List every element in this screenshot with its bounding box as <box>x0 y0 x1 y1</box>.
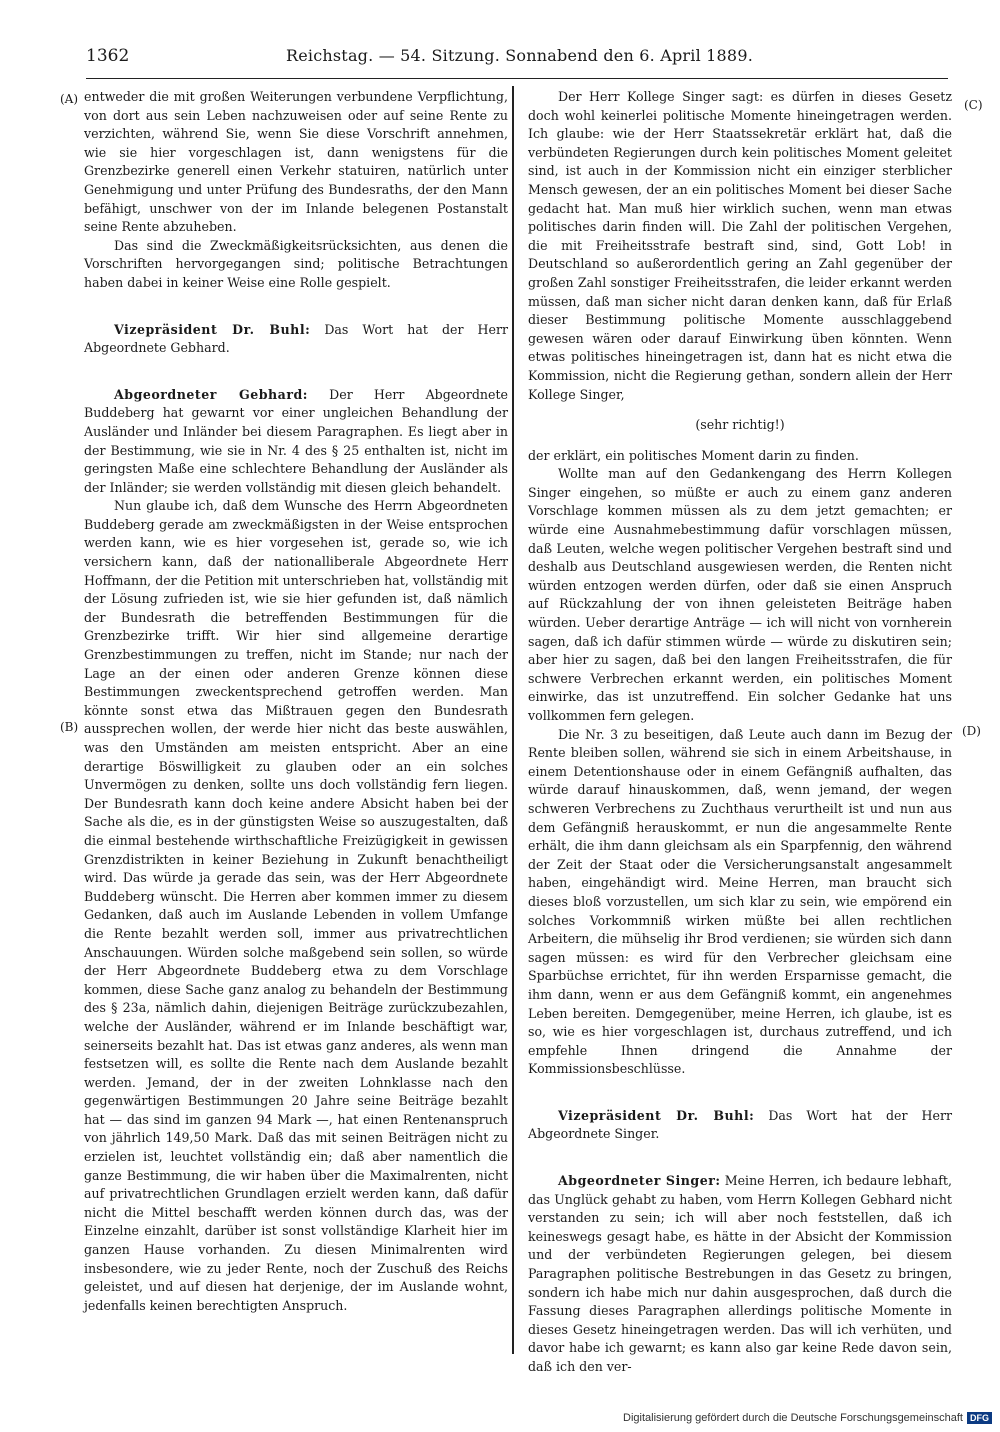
speaker-paragraph <box>84 386 508 498</box>
speaker-paragraph <box>528 1107 952 1144</box>
paragraph: Das sind die Zweckmäßigkeitsrücksichten, aus denen die Vorschriften hervorgegangen sind; politische Betrachtungen haben dabei in keiner Weise eine Rolle gespielt. <box>84 237 508 290</box>
page-number: 1362 <box>86 46 130 66</box>
running-title: Reichstag. — 54. Sitzung. Sonnabend den 6. April 1889. <box>286 46 753 65</box>
paragraph: Der Herr Kollege Singer sagt: es dürfen in dieses Gesetz doch wohl keinerlei politische Momente hineingetragen werden. Ich glaube: wie der Herr Staatssekretär erklärt hat, daß die verbündeten Regierungen durch kein politisches Moment geleitet sind, ist auch in der Kommission nicht ein einziger sterblicher Mensch gewesen, der an ein politisches Moment bei dieser Sache gedacht hat. Man muß hier wirklich suchen, wenn man etwas politisches darin finden will. Die Zahl der politischen Vergehen, die mit Freiheitsstrafe bestraft sind, sind, Gott Lob! in Deutschland so außerordentlich gering an Zahl gegenüber der großen Zahl sonstiger Freiheitsstrafen, die leider erkannt werden müssen, daß man sicher nicht daran denken kann, daß für Erlaß dieser Bestimmung politische Momente ausschlaggebend gewesen wären oder darauf Einwirkung üben könnten. Wenn etwas politisches hineingetragen ist, dann hat es nicht etwa die Kommission, nicht die Regierung gethan, sondern allein der Herr Kollege Singer, <box>528 89 952 402</box>
speech-text: Das Wort hat der Herr Abgeordnete Gebhard. <box>84 321 508 356</box>
speech-text: Der Herr Abgeordnete Buddeberg hat gewarnt vor einer ungleichen Behandlung der Ausländer und Inländer bei diesem Paragraphen. Es liegt aber in der Bestimmung, wie sie in Nr. 4 des § 25 enthalten ist, nicht im geringsten Maße eine schlechtere Behandlung der Ausländer als der Inländer; sie werden vollständig mit diesen gleich behandelt. <box>84 386 508 495</box>
header-rule <box>86 78 948 79</box>
right-column <box>528 88 952 1377</box>
margin-mark-d: (D) <box>962 724 981 738</box>
speaker-name: Abgeordneter Gebhard: <box>114 386 308 402</box>
paragraph: Die Nr. 3 zu beseitigen, daß Leute auch dann im Bezug der Rente bleiben sollen, während sie sich in einem Arbeitshause, in einem Detentionshause oder in einem Gefängniß aufhalten, das würde darauf hinauskommen, daß, wenn jemand, der wegen schweren Verbrechens zu Zuchthaus verurtheilt ist und nun aus dem Gefängniß herauskommt, er nun die angesammelte Rente erhält, die ihm dann gleichsam als ein Sparpfennig, den während der Zeit der Staat oder die Versicherungsanstalt angesammelt haben, eingehändigt wird. Meine Herren, man braucht sich dieses bloß vorzustellen, um sich klar zu sein, wie empörend ein solches Vorkommniß wirken müßte bei allen rechtlichen Arbeitern, die mühselig ihr Brod verdienen; sie würden sich dann sagen müssen: es wird für den Verbrecher gleichsam eine Sparbüchse errichtet, für ihn werden Ersparnisse gemacht, die ihm dann, wenn er aus dem Gefängniß kommt, ein angenehmes Leben bereiten. Demgegenüber, meine Herren, ich glaube, ist es so, wie es hier vorgeschlagen ist, durchaus zutreffend, und ich empfehle Ihnen dringend die Annahme der Kommissionsbeschlüsse. <box>528 726 952 1077</box>
footer-credit <box>623 1412 992 1424</box>
speaker-name: Vizepräsident Dr. Buhl: <box>114 321 311 337</box>
speaker-name: Abgeordneter Singer: <box>558 1173 721 1189</box>
paragraph: entweder die mit großen Weiterungen verbundene Verpflichtung, von dort aus sein Leben nachzuweisen oder auf seine Rente zu verzichten, während Sie, wenn Sie diese Vorschrift annehmen, wie sie hier vorgeschlagen ist, dann wenigstens für die Grenzbezirke generell einen Verkehr statuiren, natürlich unter Genehmigung und unter Prüfung des Bundesraths, der den Mann befähigt, unschwer von der im Inlande belegenen Postanstalt seine Rente abzuheben. <box>84 89 508 235</box>
margin-mark-b: (B) <box>60 720 79 734</box>
column-divider <box>512 86 514 1354</box>
footer-text: Digitalisierung gefördert durch die Deutsche Forschungsgemeinschaft <box>623 1412 963 1424</box>
speaker-name: Vizepräsident Dr. Buhl: <box>558 1107 755 1123</box>
speaker-paragraph <box>528 1172 952 1377</box>
speech-text: Meine Herren, ich bedaure lebhaft, das Unglück gehabt zu haben, vom Herrn Kollegen Gebhard nicht verstanden zu sein; ich will aber noch feststellen, daß ich keineswegs gesagt habe, es hätte in der Absicht der Kommission und der verbündeten Regierungen gelegen, bei diesem Paragraphen politische Bestrebungen in das Gesetz zu bringen, sondern ich habe mich nur dahin ausgesprochen, daß durch die Fassung dieses Paragraphen allerdings politische Momente in dieses Gesetz hineingetragen werden. Das will ich verhüten, und davor habe ich gewarnt; es kann also gar keine Rede davon sein, daß ich den ver- <box>528 1173 952 1374</box>
interjection: (sehr richtig!) <box>695 417 785 433</box>
paragraph: Nun glaube ich, daß dem Wunsche des Herrn Abgeordneten Buddeberg gerade am zweckmäßigsten in der Weise entsprochen werden kann, wie es hier vorgesehen ist, gerade so, wie ich versichern kann, daß der nationalliberale Abgeordnete Herr Hoffmann, der die Petition mit unterschrieben hat, vollständig mit der Lösung zufrieden ist, wie sie hier gefunden ist, daß nämlich der Bundesrath die betreffenden Bestimmungen für die Grenzbezirke trifft. Wir hier sind allgemeine derartige Grenzbestimmungen zu treffen, nicht im Stande; nur nach der Lage an der einen oder anderen Grenze können diese Bestimmungen zweckentsprechend getroffen werden. Man könnte sonst etwa das Mißtrauen gegen den Bundesrath aussprechen wollen, der werde hier nicht das beste auswählen, was den Umständen am meisten entspricht. Aber an eine derartige Böswilligkeit zu glauben oder an ein solches Unvermögen zu denken, sollte uns doch vollständig fern liegen. Der Bundesrath kann doch keine andere Absicht haben bei der Sache als die, es in der günstigsten Weise so auszugestalten, daß die einmal bestehende wirthschaftliche Freizügigkeit in gewissen Grenzdistrikten in keiner Beziehung in Zukunft benachtheiligt wird. Das würde ja gerade das sein, was der Herr Abgeordnete Buddeberg wünscht. Die Herren aber kommen immer zu diesem Gedanken, daß auch im Auslande Lebenden in vollem Umfange die Rente bezahlt werden soll, immer aus privatrechtlichen Anschauungen. Würden solche maßgebend sein sollen, so würde der Herr Abgeordnete Buddeberg etwa zu dem Vorschlage kommen, diese Sache ganz analog zu behandeln der Bestimmung des § 23a, nämlich dahin, diejenigen Beiträge zurückzubezahlen, welche der Ausländer, während er im Inlande beschäftigt war, seinerseits bezahlt hat. Das ist etwas ganz anderes, als wenn man festsetzen will, es sollte die Rente nach dem Auslande bezahlt werden. Jemand, der in der zweiten Lohnklasse nach den gegenwärtigen Bestimmungen 20 Jahre seine Beiträge bezahlt hat — das sind im ganzen 94 Mark —, hat einen Rentenanspruch von jährlich 149,50 Mark. Daß das mit seinen Beiträgen nicht zu erzielen ist, leuchtet vollständig ein; daß aber namentlich die ganze Bestimmung, die wir haben über die Maximalrenten, nicht auf privatrechtlichen Grundlagen erzielt werden kann, daß dafür nicht die Mittel beschafft werden können durch das, was der Einzelne einzahlt, darüber ist sonst vollständige Klarheit hier im ganzen Hause vorhanden. Zu diesen Minimalrenten wird insbesondere, wie zu jeder Rente, noch der Zuschuß des Reichs geleistet, und auf diesen hat derjenige, der im Auslande wohnt, jedenfalls keinen berechtigten Anspruch. <box>84 498 508 1313</box>
margin-mark-a: (A) <box>60 92 79 106</box>
paragraph: der erklärt, ein politisches Moment darin zu finden. <box>528 447 859 463</box>
paragraph: Wollte man auf den Gedankengang des Herrn Kollegen Singer eingehen, so müßte er auch zu einem ganz anderen Vorschlage kommen müssen als zu dem jetzt gemachten; er würde eine Ausnahmebestimmung dafür vorschlagen müssen, daß Leuten, welche wegen politischer Vergehen bestraft sind und deshalb aus Deutschland ausgewiesen werden, die Renten nicht würden entzogen werden dürfen, oder daß sie einen Anspruch auf Rückzahlung der von ihnen geleisteten Beiträge haben würden. Ueber derartige Anträge — ich will nicht von vornherein sagen, daß ich dafür stimmen würde — würde zu diskutiren sein; aber hier zu sagen, daß bei den langen Freiheitsstrafen, die für schwere Verbrechen erkannt werden, ein politisches Moment einwirke, das ist unzutreffend. Ein solcher Gedanke hat uns vollkommen fern gelegen. <box>528 466 952 723</box>
speaker-paragraph <box>84 321 508 358</box>
speech-text: Das Wort hat der Herr Abgeordnete Singer. <box>528 1107 952 1142</box>
left-column <box>84 88 508 1315</box>
page-header <box>86 46 946 72</box>
dfg-logo: DFG <box>967 1412 992 1424</box>
margin-mark-c: (C) <box>964 98 983 112</box>
